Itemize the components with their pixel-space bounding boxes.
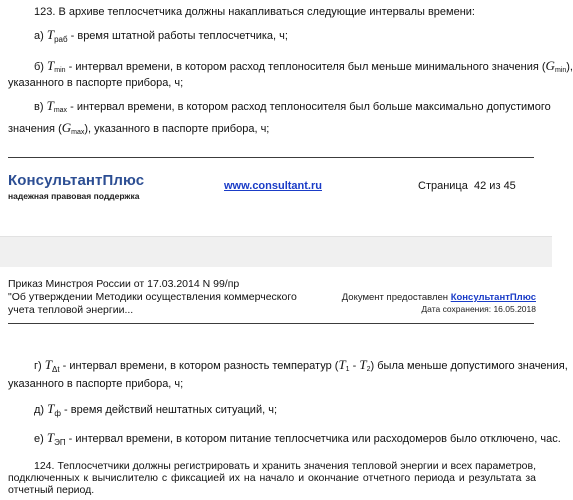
document-provider: Документ предоставлен КонсультантПлюс — [341, 292, 536, 303]
formula-t-rab: $T_{раб}$ — [46, 27, 68, 44]
list-item-v: в) $T_{max}$ - интервал времени, в котором расход теплоносителя был больше максимально допустимого — [34, 98, 551, 114]
list-item-v-continuation: значения $(G_{max})$, указанного в паспорте прибора, ч; — [8, 120, 270, 136]
footer-divider — [8, 157, 534, 158]
consultant-site-link[interactable]: www.consultant.ru — [224, 180, 322, 192]
formula-t-max: $T_{max}$ — [46, 98, 68, 114]
formula-t-delta-t: $T_{\Delta t}$ — [44, 357, 60, 374]
consultantplus-link[interactable]: КонсультантПлюс — [450, 292, 536, 303]
page-separator — [0, 236, 552, 268]
document-page-42 — [0, 0, 573, 236]
list-item-e: е) $T_{ЭП}$ - интервал времени, в котором питание теплосчетчика или расходомеров было отключено, час. — [34, 430, 561, 447]
list-item-a: а) $T_{раб}$ - время штатной работы теплосчетчика, ч; — [34, 27, 288, 44]
consultantplus-logo: КонсультантПлюс — [8, 172, 145, 189]
save-date: Дата сохранения: 16.05.2018 — [421, 304, 536, 314]
header-divider — [8, 323, 534, 324]
paragraph-124: 124. Теплосчетчики должны регистрировать и хранить значения тепловой энергии и всех параметров, подключенных к вычислителю с фиксацией их на начало и окончание отчетного периода и результата за отчетный период. — [8, 460, 536, 496]
list-item-b-continuation: указанного в паспорте прибора, ч; — [8, 77, 184, 89]
formula-g-max: $G_{max}$ — [61, 120, 85, 136]
list-item-d: д) $T_ф$ - время действий нештатных ситуаций, ч; — [34, 401, 277, 418]
formula-t1: $T_1$ — [338, 357, 350, 373]
list-item-b: б) $T_{min}$ - интервал времени, в котором расход теплоносителя был меньше минимального значения $(G_{min})$, — [34, 58, 573, 74]
formula-t-min: $T_{min}$ — [47, 58, 66, 74]
formula-t2: $T_2$ — [359, 357, 371, 373]
formula-t-f: $T_ф$ — [47, 401, 61, 418]
document-page-43 — [0, 267, 568, 500]
formula-t-ep: $T_{ЭП}$ — [46, 430, 66, 447]
list-item-g: г) $T_{\Delta t}$ - интервал времени, в котором разность температур $(T_1 - T_2)$ была меньше допустимого значения, — [34, 357, 568, 374]
list-item-g-continuation: указанного в паспорте прибора, ч; — [8, 378, 184, 390]
formula-g-min: $G_{min}$ — [545, 58, 567, 74]
paragraph-123: 123. В архиве теплосчетчика должны накапливаться следующие интервалы времени: — [34, 6, 475, 18]
document-header-title: Приказ Минстроя России от 17.03.2014 N 99/пр "Об утверждении Методики осуществления коммерческого учета тепловой энергии... — [8, 278, 297, 316]
consultantplus-tagline: надежная правовая поддержка — [8, 191, 140, 201]
page-counter: Страница 42 из 45 — [418, 180, 516, 192]
